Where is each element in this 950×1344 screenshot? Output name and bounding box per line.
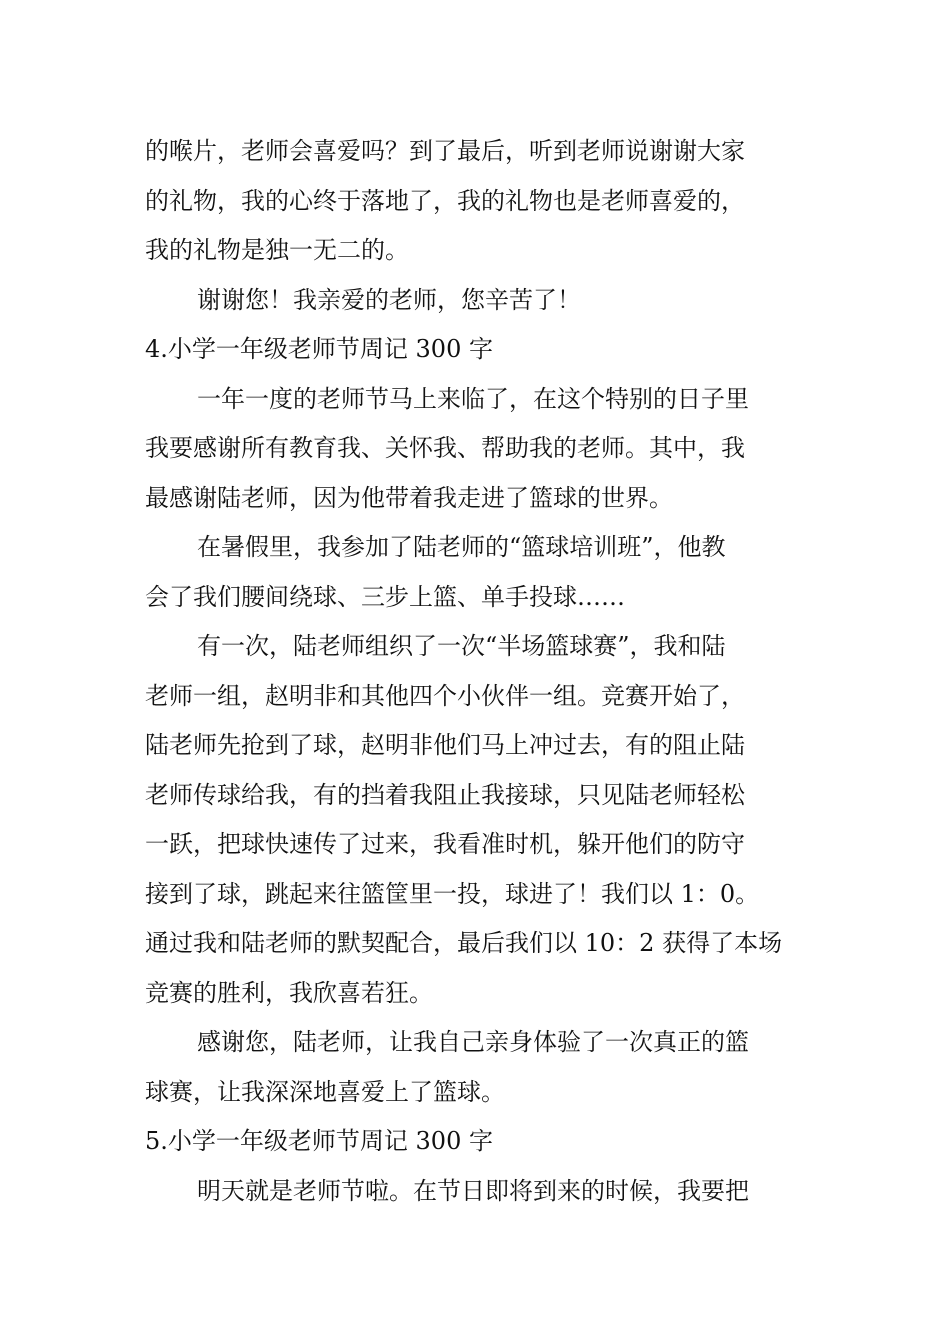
text-line: 明天就是老师节啦。在节日即将到来的时候，我要把 (197, 1176, 749, 1205)
text-line: 我要感谢所有教育我、关怀我、帮助我的老师。其中，我 (145, 434, 745, 462)
text-line: 我的礼物是独一无二的。 (145, 236, 409, 264)
heading-text: 5.小学一年级老师节周记 300 字 (145, 1127, 493, 1155)
text-line: 会了我们腰间绕球、三步上篮、单手投球…… (145, 582, 625, 611)
paragraph (145, 375, 810, 524)
paragraph (145, 622, 810, 1018)
text-line: 的礼物，我的心终于落地了，我的礼物也是老师喜爱的， (145, 186, 745, 215)
text-line: 的喉片，老师会喜爱吗？到了最后，听到老师说谢谢大家 (145, 137, 745, 165)
text-line: 球赛，让我深深地喜爱上了篮球。 (145, 1077, 505, 1106)
text-line: 有一次，陆老师组织了一次“半场篮球赛”，我和陆 (197, 632, 726, 660)
text-line: 通过我和陆老师的默契配合，最后我们以 10：2 获得了本场 (145, 929, 783, 957)
text-line: 在暑假里，我参加了陆老师的“篮球培训班”，他教 (197, 533, 726, 561)
paragraph (145, 1018, 810, 1117)
paragraph (145, 276, 810, 326)
text-line: 一跃，把球快速传了过来，我看准时机，躲开他们的防守 (145, 830, 745, 858)
document-body (145, 127, 810, 1216)
text-line: 谢谢您！我亲爱的老师，您辛苦了！ (197, 285, 581, 314)
text-line: 陆老师先抢到了球，赵明非他们马上冲过去，有的阻止陆 (145, 731, 745, 759)
text-line: 感谢您，陆老师，让我自己亲身体验了一次真正的篮 (197, 1028, 749, 1056)
text-line: 老师传球给我，有的挡着我阻止我接球，只见陆老师轻松 (145, 780, 745, 809)
text-line: 最感谢陆老师，因为他带着我走进了篮球的世界。 (145, 483, 673, 512)
text-line: 一年一度的老师节马上来临了，在这个特别的日子里 (197, 384, 749, 413)
heading-text: 4.小学一年级老师节周记 300 字 (145, 335, 493, 363)
text-line: 接到了球，跳起来往篮筐里一投，球进了！我们以 1：0。 (145, 879, 760, 908)
paragraph (145, 523, 810, 622)
section-heading (145, 1117, 810, 1167)
section-heading (145, 325, 810, 375)
text-line: 竞赛的胜利，我欣喜若狂。 (145, 978, 433, 1007)
text-line: 老师一组，赵明非和其他四个小伙伴一组。竞赛开始了， (145, 681, 745, 710)
paragraph (145, 127, 810, 276)
paragraph (145, 1167, 810, 1217)
